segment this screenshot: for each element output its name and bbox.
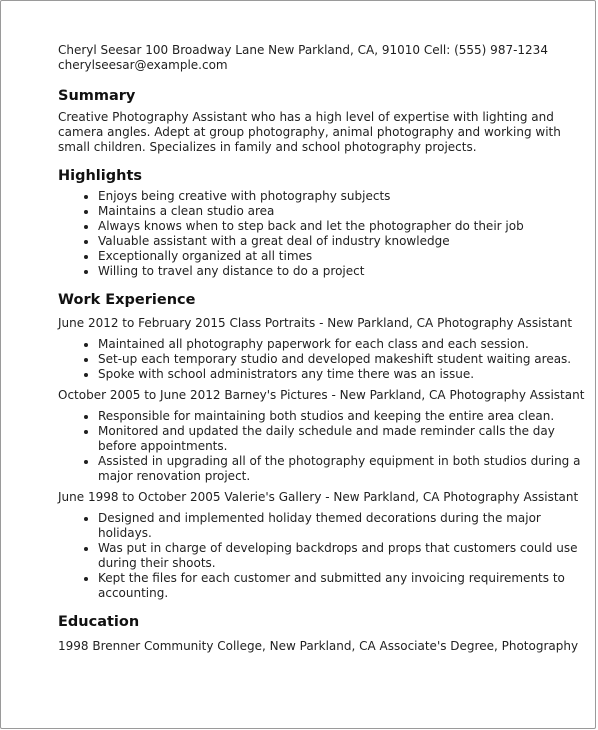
job-bullets <box>58 409 588 484</box>
list-item: • Maintains a clean studio area <box>98 204 588 219</box>
list-item: • Assisted in upgrading all of the photography equipment in both studios during a major renovation project. <box>98 454 588 484</box>
list-item: • Monitored and updated the daily schedule and made reminder calls the day before appointments. <box>98 424 588 454</box>
experience-heading: Work Experience <box>58 292 196 308</box>
list-item: • Enjoys being creative with photography subjects <box>98 189 588 204</box>
list-item: • Valuable assistant with a great deal of industry knowledge <box>98 234 588 249</box>
list-item: • Always knows when to step back and let the photographer do their job <box>98 219 588 234</box>
job-bullets <box>58 511 588 601</box>
list-item: • Maintained all photography paperwork for each class and each session. <box>98 337 588 352</box>
resume-content <box>58 43 588 654</box>
education-heading: Education <box>58 614 140 630</box>
highlights-list <box>58 189 588 279</box>
job-header: June 1998 to October 2005 Valerie's Gallery - New Parkland, CA Photography Assistant <box>58 490 579 504</box>
list-item: • Was put in charge of developing backdrops and props that customers could use during their shoots. <box>98 541 588 571</box>
education-entry: 1998 Brenner Community College, New Parkland, CA Associate's Degree, Photography <box>58 639 579 653</box>
list-item: • Kept the files for each customer and submitted any invoicing requirements to accounting. <box>98 571 588 601</box>
contact-line: Cheryl Seesar 100 Broadway Lane New Parkland, CA, 91010 Cell: (555) 987-1234 <box>58 43 548 57</box>
summary-text: Creative Photography Assistant who has a high level of expertise with lighting and camera angles. Adept at group photography, animal photography and working with small children. Specializes in family and school photography projects. <box>58 110 561 154</box>
job-header: October 2005 to June 2012 Barney's Pictures - New Parkland, CA Photography Assistant <box>58 388 585 402</box>
list-item: • Spoke with school administrators any time there was an issue. <box>98 367 588 382</box>
list-item: • Designed and implemented holiday themed decorations during the major holidays. <box>98 511 588 541</box>
contact-block <box>58 43 588 73</box>
highlights-heading: Highlights <box>58 168 143 184</box>
list-item: • Set-up each temporary studio and developed makeshift student waiting areas. <box>98 352 588 367</box>
list-item: • Responsible for maintaining both studios and keeping the entire area clean. <box>98 409 588 424</box>
job-header: June 2012 to February 2015 Class Portraits - New Parkland, CA Photography Assistant <box>58 316 573 330</box>
contact-email: cherylseesar@example.com <box>58 58 228 72</box>
list-item: • Exceptionally organized at all times <box>98 249 588 264</box>
summary-heading: Summary <box>58 88 136 104</box>
job-bullets <box>58 337 588 382</box>
list-item: • Willing to travel any distance to do a project <box>98 264 588 279</box>
